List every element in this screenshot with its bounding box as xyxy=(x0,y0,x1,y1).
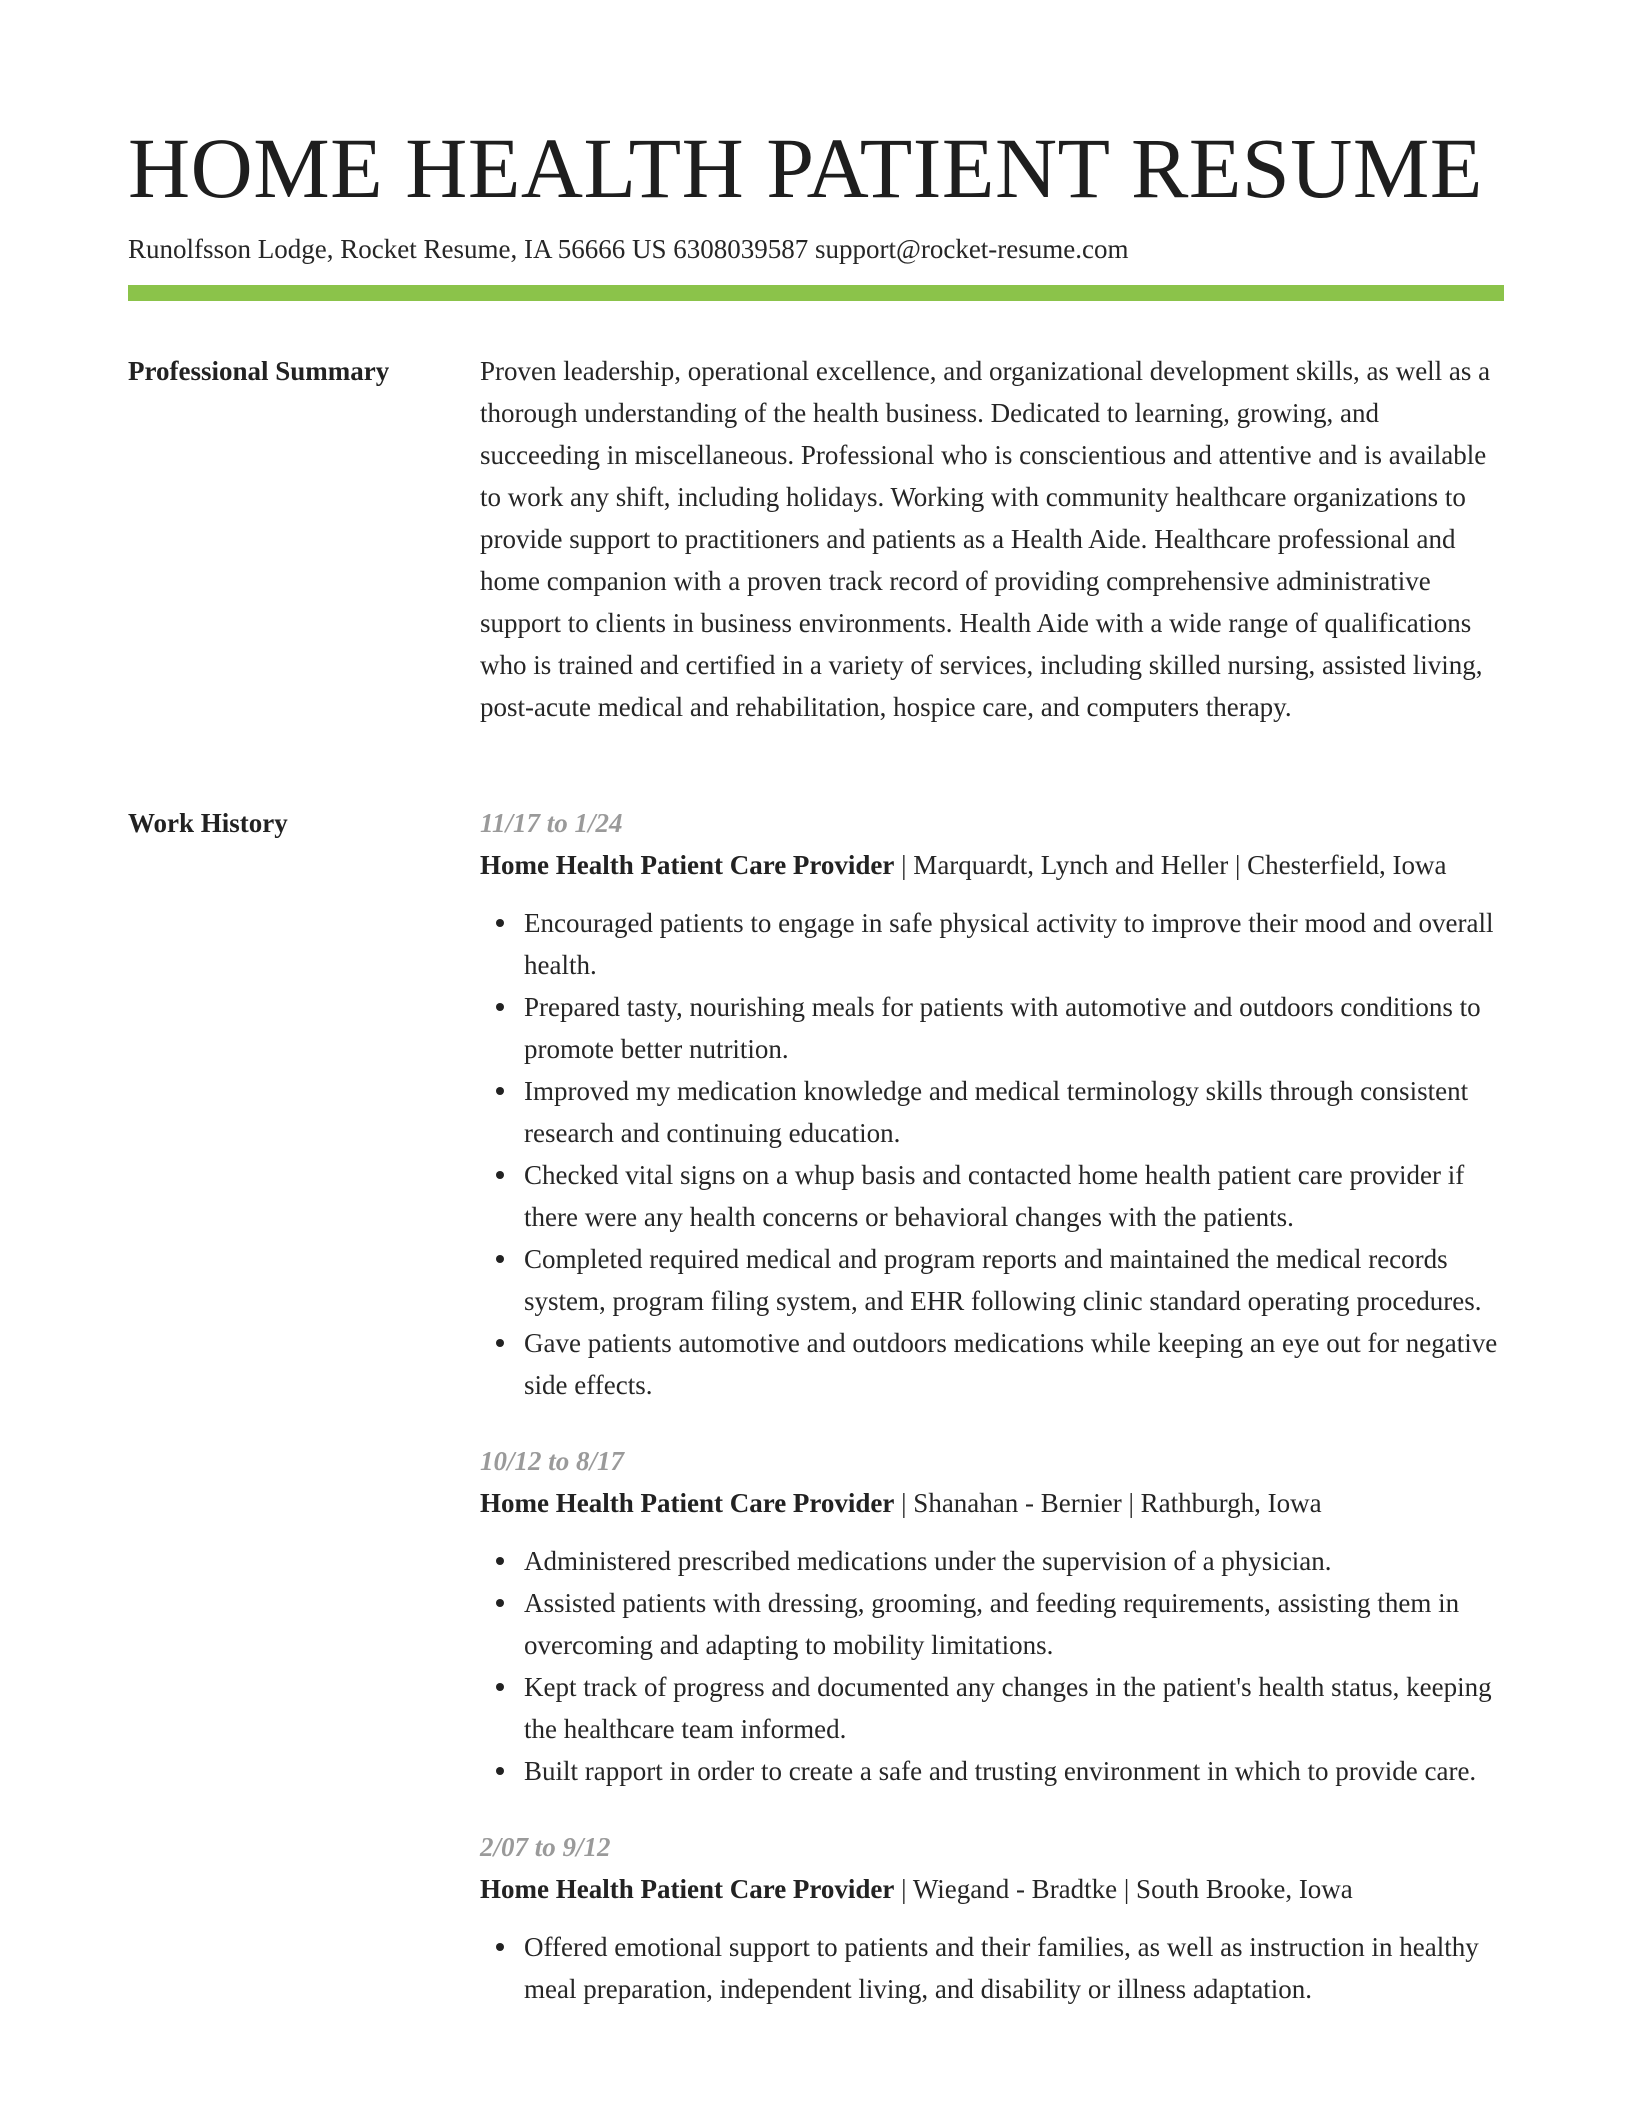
job-title: Home Health Patient Care Provider xyxy=(480,1874,895,1904)
contact-phone: 6308039587 xyxy=(673,234,809,264)
job-entry xyxy=(480,802,1504,1406)
job-title-line xyxy=(480,1482,1504,1524)
job-bullet: Prepared tasty, nourishing meals for patients with automotive and outdoors conditions to promote better nutrition. xyxy=(524,986,1504,1070)
job-bullet: Assisted patients with dressing, grooming, and feeding requirements, assisting them in overcoming and adapting to mobility limitations. xyxy=(524,1582,1504,1666)
job-bullet: Built rapport in order to create a safe and trusting environment in which to provide care. xyxy=(524,1750,1504,1792)
job-dates: 2/07 to 9/12 xyxy=(480,1832,611,1862)
professional-summary-text: Proven leadership, operational excellence, and organizational development skills, as well as a thorough understanding of the health business. Dedicated to learning, growing, and succeeding in miscellaneous. Professional who is conscientious and attentive and is available to work any shift, including holidays. Working with community healthcare organizations to provide support to practitioners and patients as a Health Aide. Healthcare professional and home companion with a proven track record of providing comprehensive administrative support to clients in business environments. Health Aide with a wide range of qualifications who is trained and certified in a variety of services, including skilled nursing, assisted living, post-acute medical and rehabilitation, hospice care, and computers therapy. xyxy=(480,356,1491,722)
job-bullet: Offered emotional support to patients and their families, as well as instruction in healthy meal preparation, independent living, and disability or illness adaptation. xyxy=(524,1926,1504,2010)
section-heading-work-history: Work History xyxy=(128,808,288,838)
job-bullet: Gave patients automotive and outdoors medications while keeping an eye out for negative side effects. xyxy=(524,1322,1504,1406)
job-bullet: Improved my medication knowledge and medical terminology skills through consistent research and continuing education. xyxy=(524,1070,1504,1154)
job-bullet-list xyxy=(480,1926,1504,2010)
job-bullet: Kept track of progress and documented any changes in the patient's health status, keeping the healthcare team informed. xyxy=(524,1666,1504,1750)
resume-title: HOME HEALTH PATIENT RESUME xyxy=(128,120,1483,216)
job-entry xyxy=(480,1826,1504,2010)
job-title-line xyxy=(480,1868,1504,1910)
contact-email: support@rocket-resume.com xyxy=(814,234,1129,264)
job-bullet-list xyxy=(480,902,1504,1406)
job-bullet-list xyxy=(480,1540,1504,1792)
job-bullet: Checked vital signs on a whup basis and contacted home health patient care provider if there were any health concerns or behavioral changes with the patients. xyxy=(524,1154,1504,1238)
job-bullet: Encouraged patients to engage in safe physical activity to improve their mood and overall health. xyxy=(524,902,1504,986)
contact-address: Runolfsson Lodge, Rocket Resume, IA 56666 US xyxy=(128,234,667,264)
header-divider xyxy=(128,285,1504,301)
job-title: Home Health Patient Care Provider xyxy=(480,1488,895,1518)
job-title-line xyxy=(480,844,1504,886)
work-history-body xyxy=(480,802,1504,2044)
job-dates: 10/12 to 8/17 xyxy=(480,1446,625,1476)
job-dates: 11/17 to 1/24 xyxy=(480,808,623,838)
section-heading-professional-summary: Professional Summary xyxy=(128,356,390,386)
job-employer-location: | Wiegand - Bradtke | South Brooke, Iowa xyxy=(894,1874,1353,1904)
job-entry xyxy=(480,1440,1504,1792)
job-employer-location: | Marquardt, Lynch and Heller | Chesterfield, Iowa xyxy=(894,850,1447,880)
job-title: Home Health Patient Care Provider xyxy=(480,850,895,880)
professional-summary-body xyxy=(480,350,1504,728)
job-employer-location: | Shanahan - Bernier | Rathburgh, Iowa xyxy=(894,1488,1322,1518)
contact-line xyxy=(128,230,1129,268)
job-bullet: Administered prescribed medications under the supervision of a physician. xyxy=(524,1540,1504,1582)
job-bullet: Completed required medical and program reports and maintained the medical records system, program filing system, and EHR following clinic standard operating procedures. xyxy=(524,1238,1504,1322)
